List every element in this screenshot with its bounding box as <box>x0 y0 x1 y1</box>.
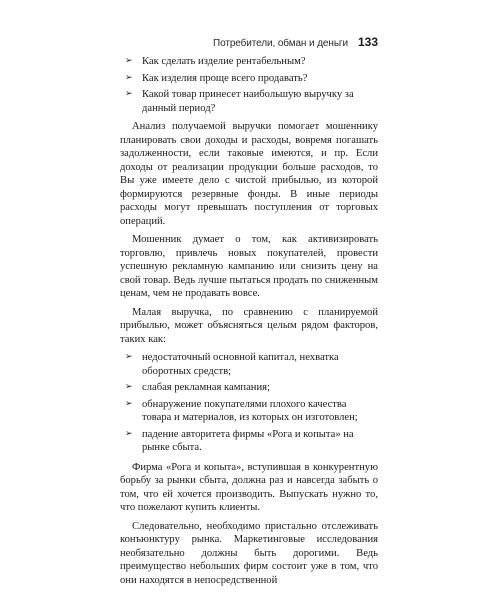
list-item <box>120 428 378 455</box>
list-item-text: слабая рекламная кампания; <box>142 382 270 393</box>
paragraph: Мошенник думает о том, как активизировать торговлю, привлечь новых покупателей, провести успешную рекламную кампанию или снизить цену на свой товар. Ведь лучше пытаться продать по сниженным ценам, чем не продавать вовсе. <box>120 234 378 299</box>
list-item <box>120 55 378 69</box>
chapter-title: Потребители, обман и деньги <box>213 38 348 49</box>
arrow-bullet-icon: ➢ <box>125 72 133 83</box>
list-item <box>120 351 378 378</box>
list-item-text: Какой товар принесет наибольшую выручку за данный период? <box>142 89 354 114</box>
arrow-bullet-icon: ➢ <box>125 89 133 99</box>
arrow-bullet-icon: ➢ <box>125 352 133 362</box>
list-item-text: Как сделать изделие рентабельным? <box>142 56 306 67</box>
running-header <box>120 35 378 49</box>
arrow-bullet-icon: ➢ <box>125 428 133 439</box>
arrow-bullet-icon: ➢ <box>125 398 133 409</box>
list-item-text: падение авторитета фирмы «Рога и копыта» на рынке сбыта. <box>142 428 354 453</box>
paragraph: Малая выручка, по сравнению с планируемой прибылью, может объясняться целым рядом факторов, таких как: <box>120 306 378 345</box>
list-item-text: Как изделия проще всего продавать? <box>142 72 308 84</box>
list-item-text: обнаружение покупателями плохого качества товара и материалов, из которых он изготовлен; <box>142 398 358 423</box>
paragraph: Следовательно, необходимо пристально отслеживать конъюнктуру рынка. Маркетинговые исследования необязательно должны быть дорогими. Ведь преимущество небольших фирм состоит уже в том, что они находятся в непосредственной <box>120 520 378 586</box>
question-list <box>120 55 378 115</box>
arrow-bullet-icon: ➢ <box>125 382 133 392</box>
factor-list <box>120 351 378 455</box>
paragraph: Фирма «Рога и копыта», вступившая в конкурентную борьбу за рынки сбыта, должна раз и навсегда забыть о том, что ей хочется производить. Выпускать нужно то, что пожелают купить клиенты. <box>120 461 378 513</box>
list-item <box>120 381 378 395</box>
list-item <box>120 88 378 115</box>
list-item-text: недостаточный основной капитал, нехватка оборотных средств; <box>142 352 339 377</box>
paragraph: Анализ получаемой выручки помогает мошеннику планировать свои доходы и расходы, вовремя погашать задолженности, если таковые имеются, и пр. Если доходы от реализации продукции больше расходов, то Вы уже имеете дело с чистой прибылью, из которой формируются резервные фонды. В иные периоды расходы могут превышать поступления от торговых операций. <box>120 121 378 227</box>
page-number: 133 <box>357 35 378 49</box>
list-item <box>120 72 378 86</box>
arrow-bullet-icon: ➢ <box>125 56 133 66</box>
page-body <box>120 55 378 592</box>
list-item <box>120 398 378 425</box>
